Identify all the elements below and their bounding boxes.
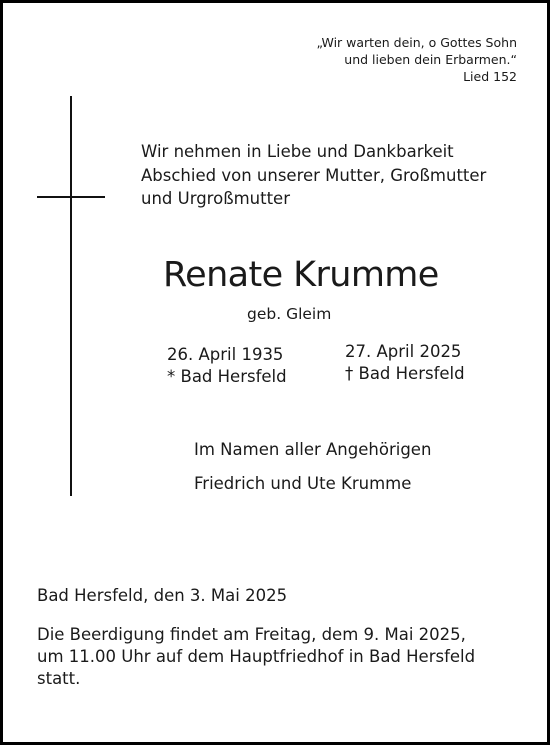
bible-quote [237, 34, 517, 85]
mourners-intro: Im Namen aller Angehörigen [194, 440, 432, 459]
intro-line-2: Abschied von unserer Mutter, Großmutter [141, 165, 487, 185]
obituary-notice [3, 3, 547, 742]
intro-line-3: und Urgroßmutter [141, 189, 290, 208]
place-date: Bad Hersfeld, den 3. Mai 2025 [37, 586, 288, 605]
funeral-line-3: statt. [37, 669, 81, 688]
birth-info [167, 344, 287, 388]
birth-place: * Bad Hersfeld [167, 367, 287, 386]
quote-line-2: und lieben dein Erbarmen.“ [344, 52, 517, 67]
maiden-name: geb. Gleim [247, 305, 332, 323]
cross-icon-horizontal [37, 196, 105, 198]
funeral-info [37, 624, 475, 690]
quote-line-1: „Wir warten dein, o Gottes Sohn [316, 35, 517, 50]
quote-source: Lied 152 [463, 69, 517, 84]
deceased-name: Renate Krumme [163, 255, 439, 295]
birth-date: 26. April 1935 [167, 345, 284, 364]
funeral-line-2: um 11.00 Uhr auf dem Hauptfriedhof in Bad Hersfeld [37, 647, 476, 666]
funeral-line-1: Die Beerdigung findet am Freitag, dem 9. Mai 2025, [37, 625, 466, 644]
cross-icon-vertical [70, 96, 72, 496]
intro-line-1: Wir nehmen in Liebe und Dankbarkeit [141, 142, 454, 161]
death-info [345, 341, 465, 385]
farewell-intro [141, 140, 486, 211]
mourners-names: Friedrich und Ute Krumme [194, 474, 412, 493]
death-place: † Bad Hersfeld [345, 364, 465, 383]
death-date: 27. April 2025 [345, 342, 462, 361]
